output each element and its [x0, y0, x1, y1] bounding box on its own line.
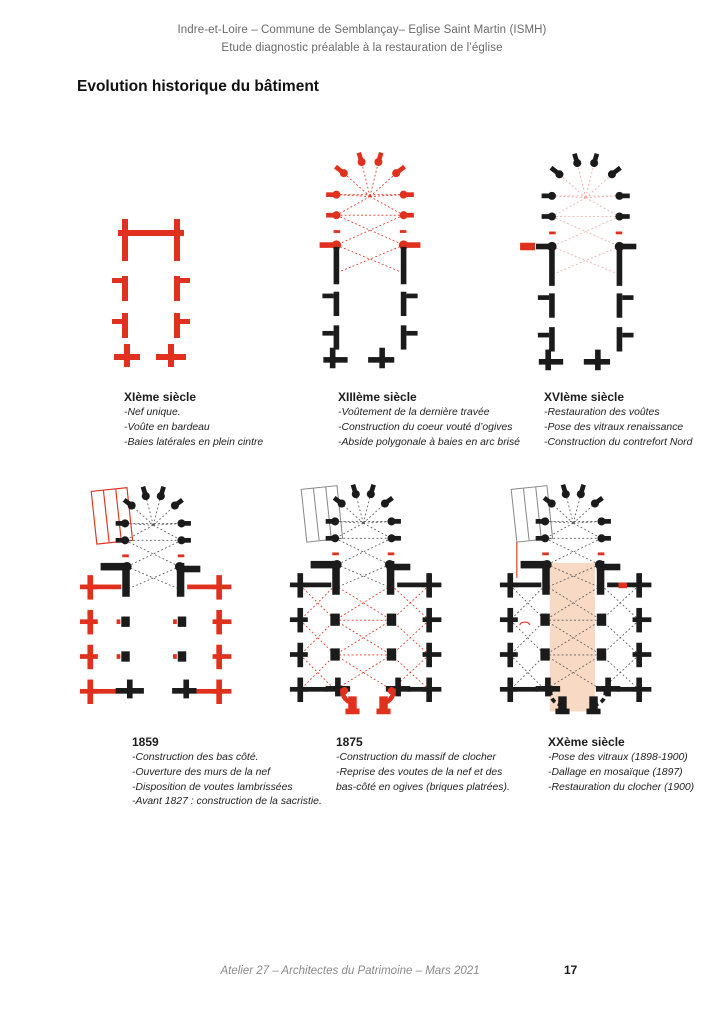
caption-note: -Disposition de voutes lambrissées — [132, 781, 293, 793]
caption-1875 — [336, 735, 514, 795]
caption-note: -Construction du coeur vouté d’ogives — [338, 421, 513, 433]
nave-walls-red — [112, 219, 190, 367]
floor-plan-11th-century — [112, 216, 196, 372]
caption-16th-century — [544, 390, 724, 450]
aisle-walls-red — [80, 575, 231, 704]
caption-note: -Baies latérales en plein cintre — [124, 436, 264, 448]
facade-walls-black — [116, 680, 197, 699]
caption-note: -Voûtement de la dernière travée — [338, 407, 490, 418]
floor-plan-1875 — [288, 480, 448, 734]
caption-note: -Construction du contrefort Nord — [544, 436, 693, 448]
interior-piers-black — [117, 617, 187, 662]
caption-heading: XXème siècle — [548, 735, 625, 749]
interior-piers-black — [330, 614, 396, 661]
caption-11th-century — [124, 390, 319, 450]
caption-1859 — [132, 735, 327, 810]
caption-heading: XIIIème siècle — [338, 390, 417, 404]
red-vitrail-mark — [618, 583, 626, 589]
caption-note: -Dallage en mosaïque (1897) — [548, 766, 683, 778]
caption-heading: XIème siècle — [124, 390, 197, 404]
vault-ribs — [336, 162, 403, 273]
caption-heading: XVIème siècle — [544, 390, 625, 404]
apse-vault-ribs — [125, 496, 181, 589]
floor-plan-1859 — [78, 482, 238, 736]
floor-plan-20th-century — [498, 480, 658, 734]
caption-note: -Restauration du clocher (1900) — [548, 781, 695, 793]
caption-note: -Pose des vitraux renaissance — [544, 421, 684, 433]
north-buttress-red — [520, 243, 535, 251]
caption-13th-century — [338, 390, 533, 450]
caption-note: -Reprise des voutes de la nef et des bas-côté en ogives (briques platrées). — [336, 766, 510, 793]
caption-note: -Abside polygonale à baies en arc brisé — [338, 436, 520, 448]
footer-text: Atelier 27 – Architectes du Patrimoine – Mars 2021 — [220, 965, 480, 977]
aisle-walls-black — [290, 573, 441, 702]
floor-plan-13th-century — [314, 148, 426, 372]
caption-note: -Construction des bas côté. — [132, 752, 259, 763]
caption-heading: 1859 — [132, 735, 159, 749]
page-number: 17 — [564, 963, 578, 977]
nave-walls-black — [322, 247, 417, 368]
caption-heading: 1875 — [336, 735, 363, 749]
apse-vault-ribs — [335, 494, 391, 587]
caption-note: -Restauration des voûtes — [544, 407, 660, 418]
sacristy-outline-red — [91, 488, 132, 544]
apse-piers-red — [320, 153, 421, 250]
floor-plan-16th-century — [520, 149, 642, 374]
nave-vault-ribs-red — [300, 585, 429, 689]
caption-note: -Ouverture des murs de la nef — [132, 766, 271, 778]
caption-note: -Construction du massif de clocher — [336, 752, 496, 763]
red-arc-accent — [520, 622, 530, 625]
caption-note: -Nef unique. — [124, 407, 181, 418]
facade-walls-black — [326, 678, 411, 697]
header-line-2: Etude diagnostic préalable à la restauration de l’église — [221, 42, 503, 54]
caption-note: -Avant 1827 : construction de la sacristie. — [132, 796, 322, 808]
apse-piers-black — [536, 154, 636, 252]
sacristy-outline — [301, 486, 342, 542]
nave-walls-black — [538, 248, 634, 370]
header-line-1: Indre-et-Loire – Commune de Semblançay– Eglise Saint Martin (ISMH) — [177, 24, 547, 36]
caption-note: -Voûte en bardeau — [124, 421, 210, 433]
caption-note: -Pose des vitraux (1898-1900) — [548, 752, 688, 763]
page-title: Evolution historique du bâtiment — [77, 78, 319, 95]
caption-20th-century — [548, 735, 724, 795]
vault-ribs — [552, 163, 620, 275]
